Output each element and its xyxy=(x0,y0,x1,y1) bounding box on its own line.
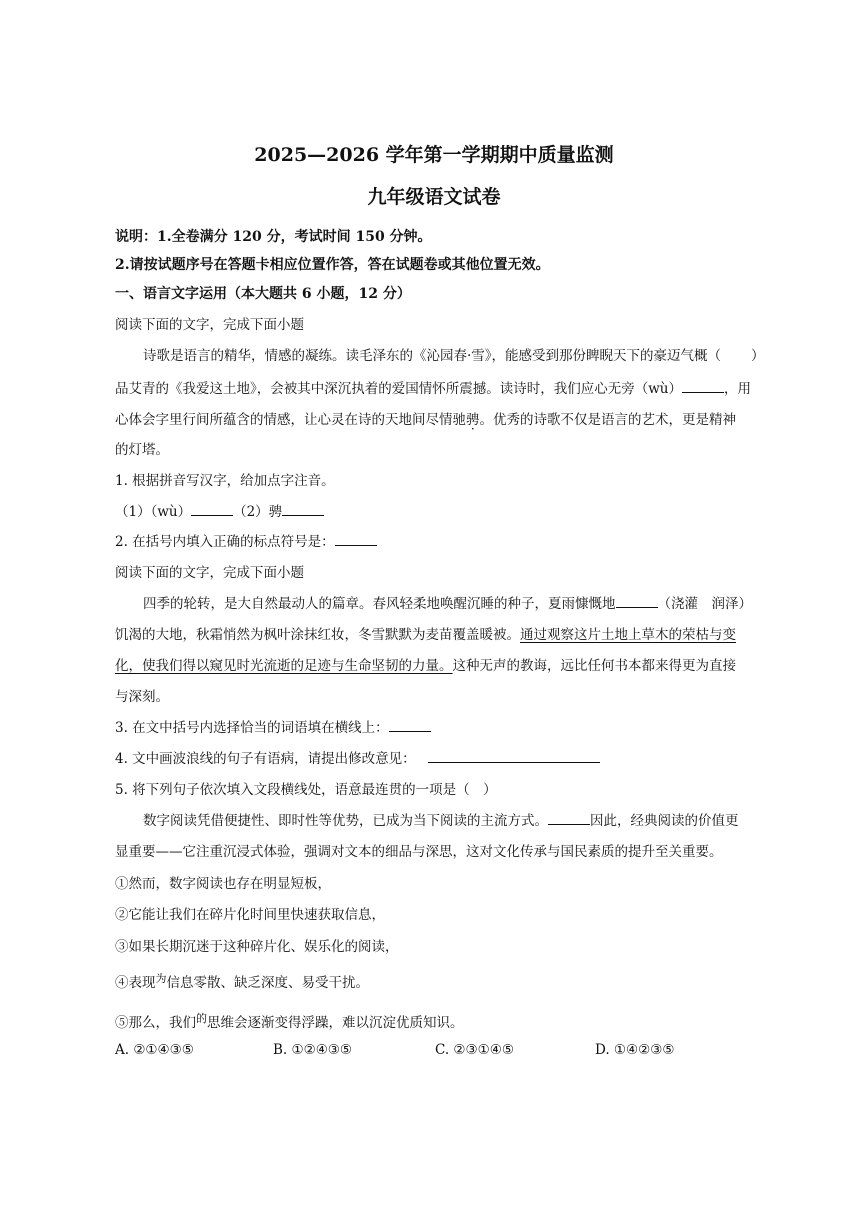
answer-blank[interactable] xyxy=(682,380,724,393)
passage-a-text: 品艾青的《我爱这土地》，会被其中深沉执着的爱国情怀所震撼。读诗时，我们应心无旁（wù） xyxy=(115,381,682,397)
question-1: 1. 根据拼音写汉字，给加点字注音。 xyxy=(115,473,335,489)
note-1: 说明：1.全卷满分 120 分，考试时间 150 分钟。 xyxy=(115,229,432,245)
passage-b-line-2: 饥渴的大地，秋霜悄然为枫叶涂抹红妆，冬雪默默为麦苗覆盖暖被。通过观察这片土地上草木的荣枯与变 xyxy=(115,627,736,643)
question-3: 3. 在文中括号内选择恰当的词语填在横线上： xyxy=(115,716,431,736)
passage-a-text: 。优秀的诗歌不仅是语言的艺术，更是精神 xyxy=(479,412,736,428)
passage-a-line-2 xyxy=(115,377,751,397)
option-c[interactable]: C. ②③①④⑤ xyxy=(435,1042,514,1058)
exam-subtitle: 九年级语文试卷 xyxy=(367,186,501,208)
paren-close: ） xyxy=(751,348,765,364)
passage-a-line-3 xyxy=(115,408,736,428)
exam-title: 2025—2026 学年第一学期期中质量监测 xyxy=(254,144,614,166)
intro-b: 阅读下面的文字，完成下面小题 xyxy=(115,565,304,581)
answer-blank[interactable] xyxy=(548,812,590,825)
passage-c-line-1: 数字阅读凭借便捷性、即时性等优势，已成为当下阅读的主流方式。 因此，经典阅读的价值更 xyxy=(143,813,739,829)
sentence-4: ④表现$^为$信息零散、缺乏深度、易受干扰。 xyxy=(115,972,369,991)
option-a[interactable]: A. ②①④③⑤ xyxy=(115,1042,194,1058)
answer-blank[interactable] xyxy=(616,595,658,608)
answer-blank[interactable] xyxy=(335,533,377,546)
intro-a: 阅读下面的文字，完成下面小题 xyxy=(115,317,304,333)
passage-a-text: ，用 xyxy=(724,381,751,397)
answer-blank[interactable] xyxy=(282,503,324,516)
question-5: 5. 将下列句子依次填入文段横线处，语意最连贯的一项是（ ） xyxy=(115,782,497,798)
question-4: 4. 文中画波浪线的句子有语病，请提出修改意见： xyxy=(115,747,600,767)
sentence-1: ①然而，数字阅读也存在明显短板， xyxy=(115,876,331,892)
question-2: 2. 在括号内填入正确的标点符号是： xyxy=(115,530,377,550)
dotted-char: 骋 xyxy=(466,412,480,428)
passage-a-line-1 xyxy=(143,344,765,364)
passage-c-line-2: 显重要——它注重沉浸式体验，强调对文本的细品与深思，这对文化传承与国民素质的提升至关重要。 xyxy=(115,844,723,860)
option-b[interactable]: B. ①②④③⑤ xyxy=(273,1042,353,1058)
note-2: 2.请按试题序号在答题卡相应位置作答，答在试题卷或其他位置无效。 xyxy=(115,257,550,273)
answer-blank[interactable] xyxy=(389,719,431,732)
passage-a-text: 诗歌是语言的精华，情感的凝练。读毛泽东的《沁园春·雪》，能感受到那份睥睨天下的豪迈气概（ xyxy=(143,348,722,364)
passage-b-line-1: 四季的轮转，是大自然最动人的篇章。春风轻柔地唤醒沉睡的种子，夏雨慷慨地 （浇灌 润泽） xyxy=(143,596,752,612)
question-1-parts: （1）（wù） （2）骋 xyxy=(115,500,324,520)
wavy-sentence: 化，使我们得以窥见时光流逝的足迹与生命坚韧的力量。 xyxy=(115,658,453,674)
passage-b-line-3: 化，使我们得以窥见时光流逝的足迹与生命坚韧的力量。这种无声的教诲，远比任何书本都来得更为直接 xyxy=(115,658,736,674)
sentence-2: ②它能让我们在碎片化时间里快速获取信息， xyxy=(115,907,385,923)
passage-b-line-4: 与深刻。 xyxy=(115,689,169,705)
passage-a-text: 心体会字里行间所蕴含的情感，让心灵在诗的天地间尽情驰 xyxy=(115,412,466,428)
wavy-sentence: 通过观察这片土地上草木的荣枯与变 xyxy=(520,627,736,643)
sentence-5: ⑤那么，我们$^的$思维会逐渐变得浮躁，难以沉淀优质知识。 xyxy=(115,1012,464,1031)
section-heading: 一、语言文字运用（本大题共 6 小题，12 分） xyxy=(115,286,411,302)
option-d[interactable]: D. ①④②③⑤ xyxy=(595,1042,675,1058)
answer-blank[interactable] xyxy=(191,503,233,516)
sentence-3: ③如果长期沉迷于这种碎片化、娱乐化的阅读， xyxy=(115,939,399,955)
passage-a-line-4: 的灯塔。 xyxy=(115,442,169,458)
answer-blank[interactable] xyxy=(428,750,600,763)
